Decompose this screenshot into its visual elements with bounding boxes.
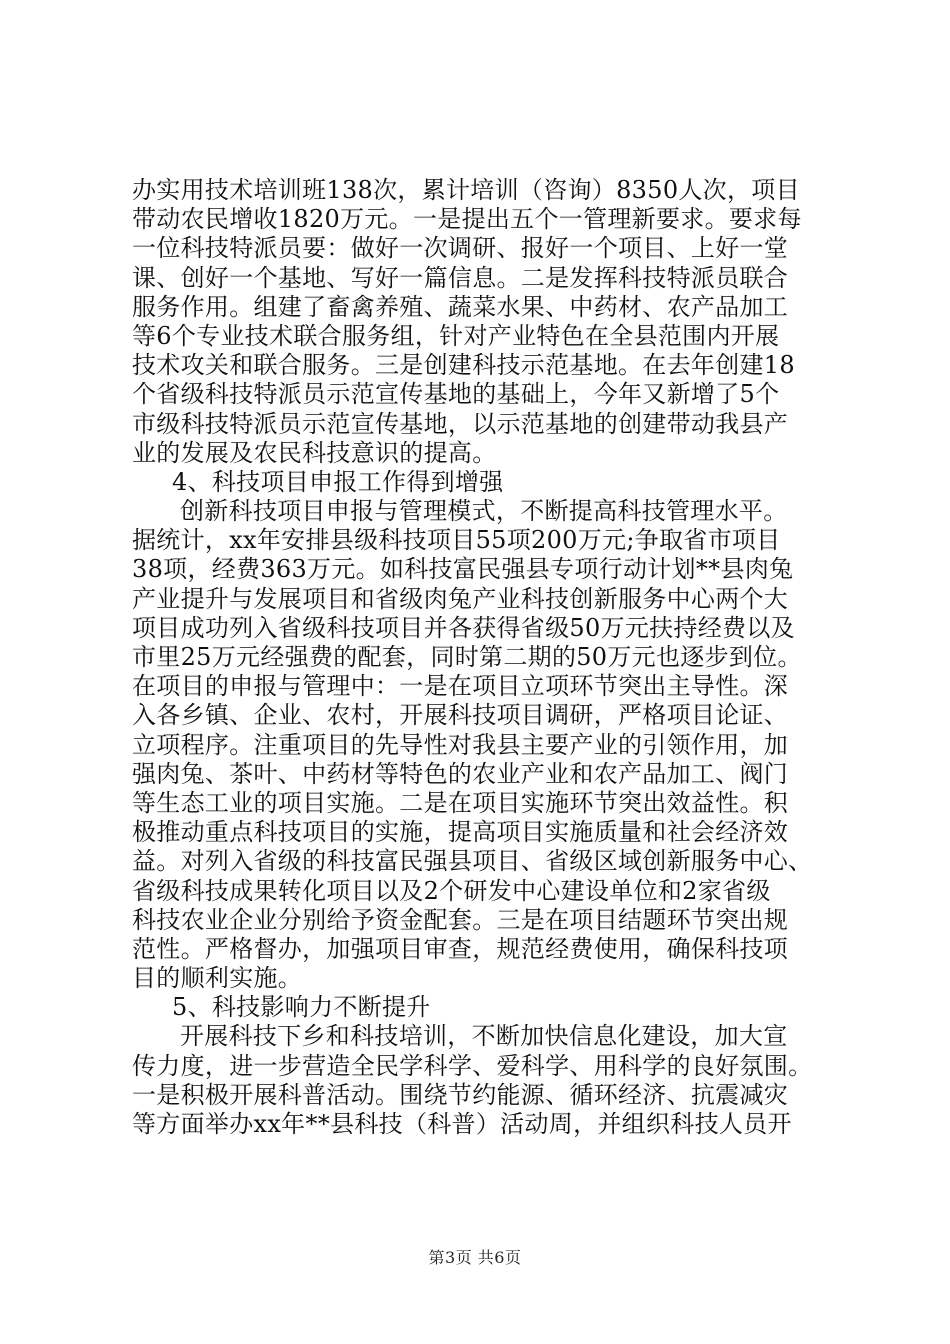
text-line: 极推动重点科技项目的实施，提高项目实施质量和社会经济效: [132, 818, 789, 847]
text-line: 益。对列入省级的科技富民强县项目、省级区域创新服务中心、: [132, 847, 813, 876]
text-line: 等方面举办xx年**县科技（科普）活动周，并组织科技人员开: [132, 1110, 792, 1138]
paragraph-first-line: 开展科技下乡和科技培训，不断加快信息化建设，加大宣: [180, 1022, 788, 1051]
text-line: 带动农民增收1820万元。一是提出五个一管理新要求。要求每: [132, 205, 802, 234]
text-line: 技术攻关和联合服务。三是创建科技示范基地。在去年创建18: [132, 351, 795, 380]
paragraph-first-line: 创新科技项目申报与管理模式，不断提高科技管理水平。: [180, 497, 788, 526]
text-line: 范性。严格督办，加强项目审查，规范经费使用，确保科技项: [132, 934, 789, 963]
text-line: 等生态工业的项目实施。二是在项目实施环节突出效益性。积: [132, 788, 789, 817]
text-line: 业的发展及农民科技意识的提高。: [132, 438, 497, 467]
section-heading: 5、科技影响力不断提升: [172, 993, 431, 1022]
text-line: 立项程序。注重项目的先导性对我县主要产业的引领作用，加: [132, 730, 789, 759]
text-line: 入各乡镇、企业、农村，开展科技项目调研，严格项目论证、: [132, 701, 789, 730]
text-line: 市级科技特派员示范宣传基地，以示范基地的创建带动我县产: [132, 409, 789, 438]
text-line: 产业提升与发展项目和省级肉兔产业科技创新服务中心两个大: [132, 584, 789, 613]
text-line: 强肉兔、茶叶、中药材等特色的农业产业和农产品加工、阀门: [132, 759, 789, 788]
text-line: 课、创好一个基地、写好一篇信息。二是发挥科技特派员联合: [132, 263, 789, 292]
text-line: 服务作用。组建了畜禽养殖、蔬菜水果、中药材、农产品加工: [132, 292, 789, 321]
text-line: 项目成功列入省级科技项目并各获得省级50万元扶持经费以及: [132, 613, 795, 642]
text-line: 在项目的申报与管理中：一是在项目立项环节突出主导性。深: [132, 672, 789, 701]
text-line: 一是积极开展科普活动。围绕节约能源、循环经济、抗震减灾: [132, 1080, 789, 1109]
text-line: 目的顺利实施。: [132, 964, 303, 993]
text-line: 个省级科技特派员示范宣传基地的基础上，今年又新增了5个: [132, 380, 780, 409]
section-heading: 4、科技项目申报工作得到增强: [172, 467, 504, 496]
text-line: 等6个专业技术联合服务组，针对产业特色在全县范围内开展: [132, 321, 780, 350]
text-line: 办实用技术培训班138次，累计培训（咨询）8350人次，项目: [132, 176, 800, 204]
page-number-footer: 第3页 共6页: [428, 1248, 522, 1267]
document-body: [132, 176, 852, 1139]
text-line: 科技农业企业分别给予资金配套。三是在项目结题环节突出规: [132, 905, 789, 934]
text-line: 市里25万元经强费的配套，同时第二期的50万元也逐步到位。: [132, 643, 802, 671]
text-line: 38项，经费363万元。如科技富民强县专项行动计划**县肉兔: [132, 555, 794, 584]
text-line: 省级科技成果转化项目以及2个研发中心建设单位和2家省级: [132, 876, 771, 905]
text-line: 一位科技特派员要：做好一次调研、报好一个项目、上好一堂: [132, 234, 789, 263]
text-line: 据统计，xx年安排县级科技项目55项200万元;争取省市项目: [132, 526, 781, 555]
text-line: 传力度，进一步营造全民学科学、爱科学、用科学的良好氛围。: [132, 1051, 813, 1080]
